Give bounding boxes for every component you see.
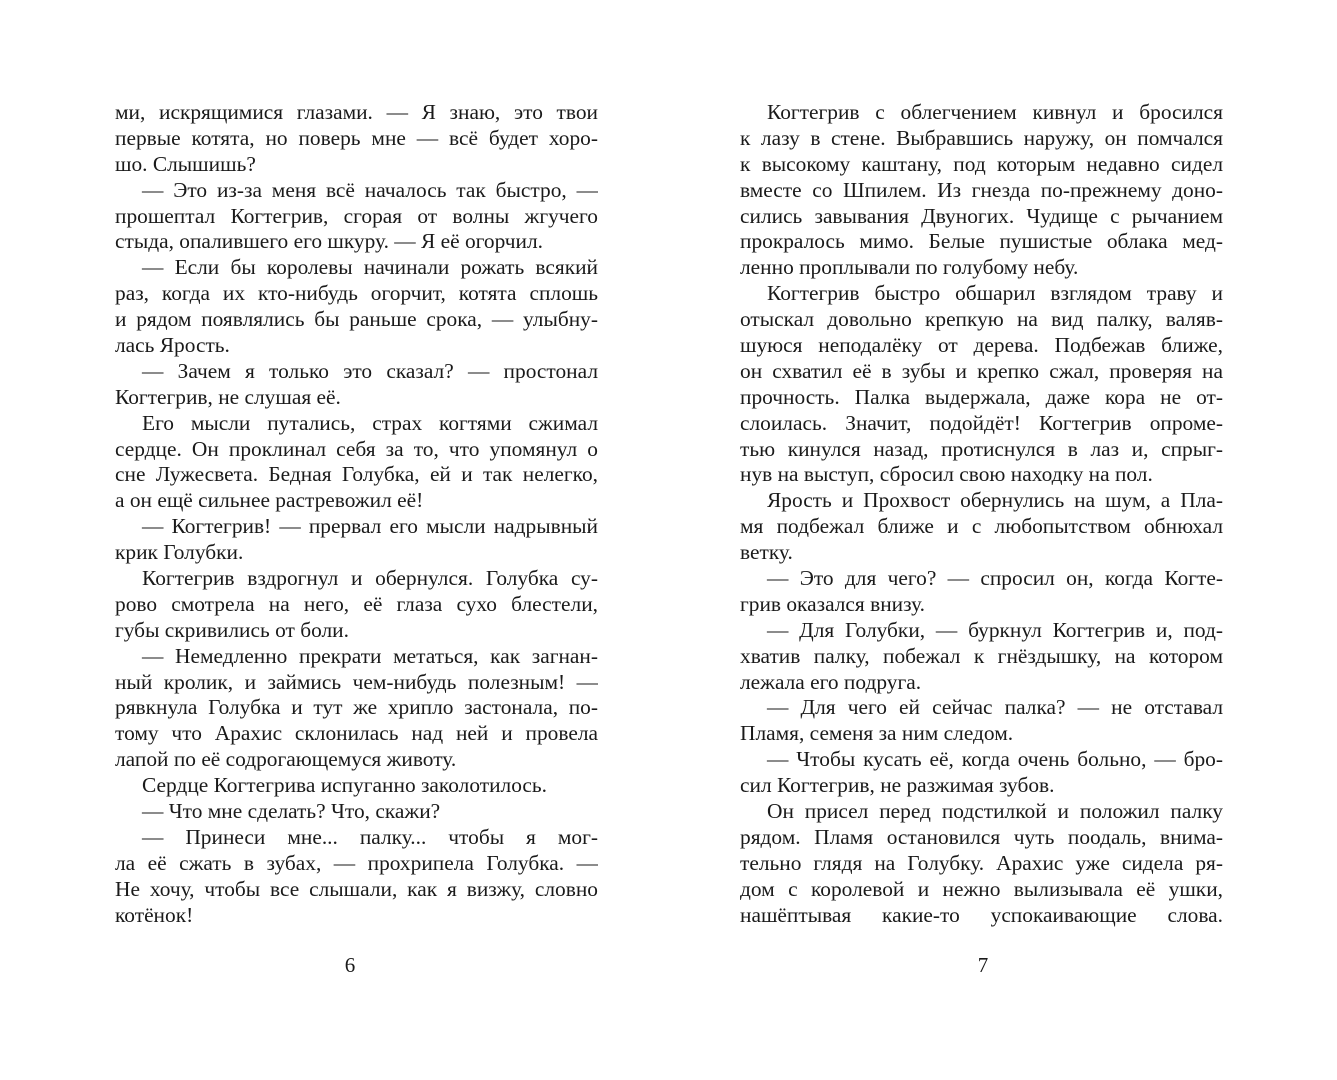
text-line: шо. Слышишь? [115, 151, 256, 176]
text-line: — Для чего ей сейчас палка? — не отставал [767, 695, 1223, 720]
text-line: тельно глядя на Голубку. Арахис уже сидела ря- [740, 850, 1223, 875]
text-line: Когтегрив с облегчением кивнул и бросился [767, 100, 1223, 124]
text-line: первые котята, но поверь мне — всё будет хоро- [115, 125, 598, 150]
text-line: губы скривились от боли. [115, 617, 349, 642]
text-line: — Если бы королевы начинали рожать всякий [142, 255, 598, 280]
text-line: ми, искрящимися глазами. — Я знаю, это твои [115, 100, 598, 124]
text-line: ленно проплывали по голубому небу. [740, 255, 1079, 280]
text-line: отыскал довольно крепкую на вид палку, валяв- [740, 307, 1223, 332]
text-line: Сердце Когтегрива испуганно заколотилось. [142, 773, 548, 798]
text-line: нув на выступ, сбросил свою находку на пол. [740, 462, 1153, 487]
text-line: прокралось мимо. Белые пушистые облака мед- [740, 229, 1223, 254]
text-line: — Это для чего? — спросил он, когда Когте- [767, 566, 1223, 591]
text-line: — Немедленно прекрати метаться, как загнан- [142, 643, 598, 668]
text-line: Когтегрив вздрогнул и обернулся. Голубка су- [142, 566, 598, 591]
right-page-text [740, 100, 1223, 929]
text-line: шуюся неподалёку от дерева. Подбежав ближе, [740, 333, 1223, 358]
text-line: вместе со Шпилем. Из гнезда по-прежнему доно- [740, 177, 1223, 202]
left-page-text [115, 100, 598, 929]
text-line: Ярость и Прохвост обернулись на шум, а Пла- [767, 488, 1223, 513]
text-line: ветку. [740, 540, 793, 565]
text-line: Когтегрив быстро обшарил взглядом траву и [767, 281, 1223, 306]
text-line: хватив палку, побежал к гнёздышку, на котором [740, 643, 1223, 668]
text-line: Он присел перед подстилкой и положил палку [767, 799, 1223, 824]
text-line: к высокому каштану, под которым недавно сидел [740, 151, 1223, 176]
page-number-left: 6 [344, 953, 356, 977]
text-line: — Когтегрив! — прервал его мысли надрывный [142, 514, 598, 539]
text-line: Когтегрив, не слушая её. [115, 384, 341, 409]
text-line: лежала его подруга. [740, 669, 922, 694]
text-line: крик Голубки. [115, 540, 244, 565]
text-line: ный кролик, и займись чем-нибудь полезным! — [115, 669, 598, 694]
text-line: рядом. Пламя остановился чуть поодаль, внима- [740, 824, 1223, 849]
text-line: рявкнула Голубка и тут же хрипло застонала, по- [115, 695, 598, 720]
text-line: — Что мне сделать? Что, скажи? [142, 799, 441, 824]
text-line: котёнок! [115, 902, 194, 927]
text-line: сне Лужесвета. Бедная Голубка, ей и так нелегко, [115, 462, 598, 487]
text-line: прочность. Палка выдержала, даже кора не от- [740, 384, 1223, 409]
text-line: дом с королевой и нежно вылизывала её ушки, [740, 876, 1223, 901]
text-line: и рядом появлялись бы раньше срока, — улыбну- [115, 307, 598, 332]
text-line: сил Когтегрив, не разжимая зубов. [740, 773, 1055, 798]
text-line: — Для Голубки, — буркнул Когтегрив и, под- [767, 617, 1223, 642]
text-line: а он ещё сильнее растревожил её! [115, 488, 424, 513]
text-line: нашёптывая какие-то успокаивающие слова. [740, 902, 1223, 927]
text-line: к лазу в стене. Выбравшись наружу, он помчался [740, 125, 1223, 150]
text-line: сердце. Он проклинал себя за то, что упомянул о [115, 436, 598, 461]
text-line: тому что Арахис склонилась над ней и провела [115, 721, 598, 746]
text-line: Пламя, семеня за ним следом. [740, 721, 1014, 746]
text-line: Его мысли путались, страх когтями сжимал [142, 410, 598, 435]
text-line: мя подбежал ближе и с любопытством обнюхал [740, 514, 1223, 539]
text-line: раз, когда их кто-нибудь огорчит, котята сплошь [115, 281, 598, 306]
text-line: стыда, опалившего его шкуру. — Я её огорчил. [115, 229, 543, 254]
text-line: прошептал Когтегрив, сгорая от волны жгучего [115, 203, 598, 228]
text-line: — Это из-за меня всё началось так быстро, — [142, 177, 598, 202]
text-line: грив оказался внизу. [740, 591, 926, 616]
text-line: лась Ярость. [115, 333, 230, 358]
text-line: он схватил её в зубы и крепко сжал, проверяя на [740, 358, 1223, 383]
text-line: слоилась. Значит, подойдёт! Когтегрив опроме- [740, 410, 1223, 435]
text-line: — Чтобы кусать её, когда очень больно, — бро- [767, 747, 1223, 772]
text-line: тью кинулся назад, протиснулся в лаз и, спрыг- [740, 436, 1223, 461]
text-line: — Зачем я только это сказал? — простонал [142, 358, 598, 383]
page-number-right: 7 [977, 953, 989, 977]
text-line: лапой по её содрогающемуся животу. [115, 747, 457, 772]
text-line: Не хочу, чтобы все слышали, как я визжу, словно [115, 876, 598, 901]
text-line: сились завывания Двуногих. Чудище с рычанием [740, 203, 1223, 228]
text-line: — Принеси мне... палку... чтобы я мог- [142, 824, 598, 849]
text-line: ла её сжать в зубах, — прохрипела Голубка. — [115, 850, 598, 875]
text-line: рово смотрела на него, её глаза сухо блестели, [115, 591, 598, 616]
